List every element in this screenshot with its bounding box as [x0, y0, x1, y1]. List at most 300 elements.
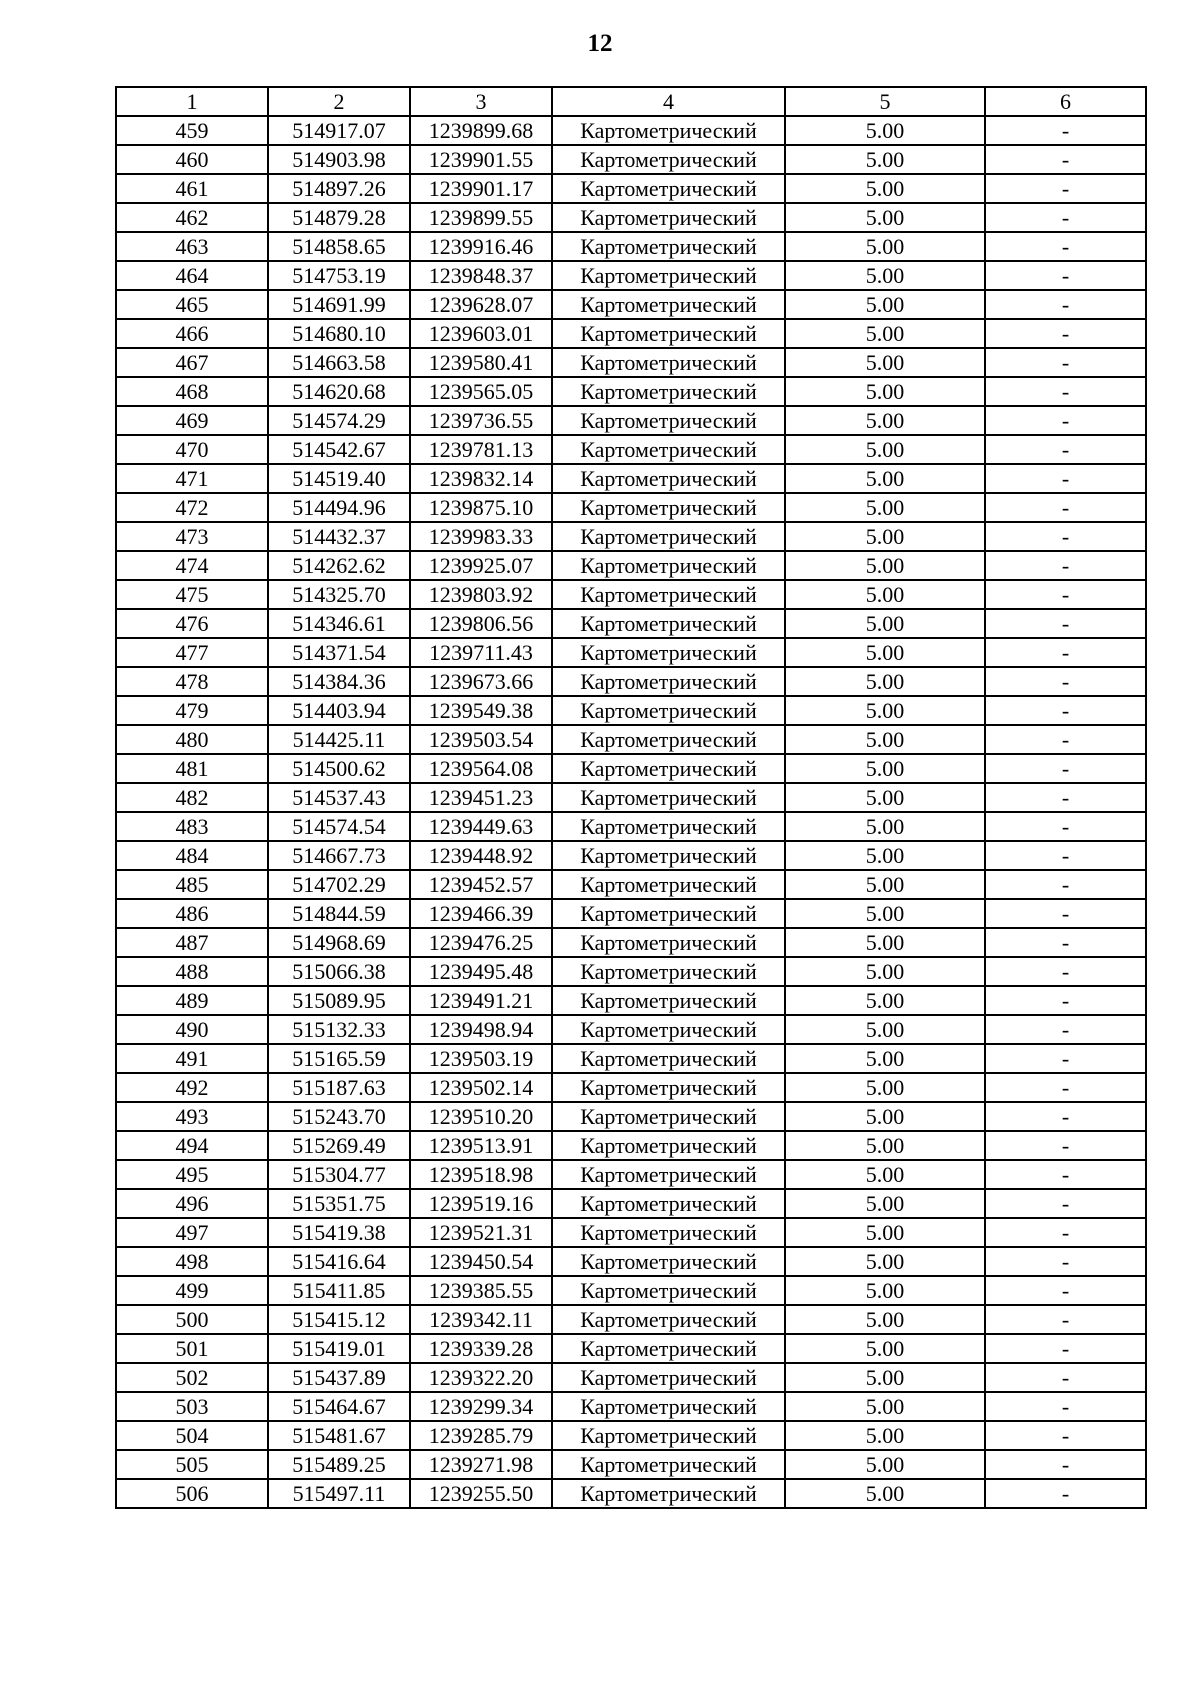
accuracy-cell: 5.00 [785, 1073, 985, 1102]
method-cell: Картометрический [552, 493, 785, 522]
accuracy-cell: 5.00 [785, 406, 985, 435]
method-cell: Картометрический [552, 174, 785, 203]
method-cell: Картометрический [552, 1247, 785, 1276]
x-coordinate-cell: 514542.67 [268, 435, 410, 464]
x-coordinate-cell: 515269.49 [268, 1131, 410, 1160]
x-coordinate-cell: 514325.70 [268, 580, 410, 609]
description-cell: - [985, 812, 1146, 841]
y-coordinate-cell: 1239342.11 [410, 1305, 552, 1334]
point-number-cell: 470 [116, 435, 268, 464]
table-row [116, 1247, 1146, 1276]
method-cell: Картометрический [552, 899, 785, 928]
method-cell: Картометрический [552, 580, 785, 609]
x-coordinate-cell: 514844.59 [268, 899, 410, 928]
accuracy-cell: 5.00 [785, 667, 985, 696]
y-coordinate-cell: 1239803.92 [410, 580, 552, 609]
point-number-cell: 460 [116, 145, 268, 174]
point-number-cell: 462 [116, 203, 268, 232]
column-header-6: 6 [985, 87, 1146, 116]
description-cell: - [985, 1392, 1146, 1421]
point-number-cell: 490 [116, 1015, 268, 1044]
method-cell: Картометрический [552, 1218, 785, 1247]
x-coordinate-cell: 514519.40 [268, 464, 410, 493]
table-row [116, 899, 1146, 928]
table-row [116, 1276, 1146, 1305]
point-number-cell: 468 [116, 377, 268, 406]
accuracy-cell: 5.00 [785, 783, 985, 812]
description-cell: - [985, 1044, 1146, 1073]
method-cell: Картометрический [552, 1131, 785, 1160]
header-row [116, 87, 1146, 116]
y-coordinate-cell: 1239498.94 [410, 1015, 552, 1044]
description-cell: - [985, 232, 1146, 261]
description-cell: - [985, 1334, 1146, 1363]
accuracy-cell: 5.00 [785, 1102, 985, 1131]
accuracy-cell: 5.00 [785, 1189, 985, 1218]
x-coordinate-cell: 515351.75 [268, 1189, 410, 1218]
x-coordinate-cell: 514663.58 [268, 348, 410, 377]
x-coordinate-cell: 514858.65 [268, 232, 410, 261]
description-cell: - [985, 667, 1146, 696]
x-coordinate-cell: 515089.95 [268, 986, 410, 1015]
point-number-cell: 461 [116, 174, 268, 203]
y-coordinate-cell: 1239513.91 [410, 1131, 552, 1160]
description-cell: - [985, 725, 1146, 754]
accuracy-cell: 5.00 [785, 725, 985, 754]
point-number-cell: 502 [116, 1363, 268, 1392]
description-cell: - [985, 841, 1146, 870]
x-coordinate-cell: 515416.64 [268, 1247, 410, 1276]
accuracy-cell: 5.00 [785, 1131, 985, 1160]
accuracy-cell: 5.00 [785, 841, 985, 870]
point-number-cell: 499 [116, 1276, 268, 1305]
description-cell: - [985, 145, 1146, 174]
point-number-cell: 472 [116, 493, 268, 522]
description-cell: - [985, 1073, 1146, 1102]
table-row [116, 1160, 1146, 1189]
method-cell: Картометрический [552, 1015, 785, 1044]
method-cell: Картометрический [552, 1421, 785, 1450]
y-coordinate-cell: 1239495.48 [410, 957, 552, 986]
table-row [116, 232, 1146, 261]
method-cell: Картометрический [552, 812, 785, 841]
method-cell: Картометрический [552, 406, 785, 435]
x-coordinate-cell: 515437.89 [268, 1363, 410, 1392]
description-cell: - [985, 899, 1146, 928]
accuracy-cell: 5.00 [785, 1363, 985, 1392]
accuracy-cell: 5.00 [785, 812, 985, 841]
table-row [116, 986, 1146, 1015]
point-number-cell: 466 [116, 319, 268, 348]
description-cell: - [985, 116, 1146, 145]
accuracy-cell: 5.00 [785, 1305, 985, 1334]
point-number-cell: 498 [116, 1247, 268, 1276]
point-number-cell: 473 [116, 522, 268, 551]
method-cell: Картометрический [552, 1305, 785, 1334]
accuracy-cell: 5.00 [785, 638, 985, 667]
point-number-cell: 479 [116, 696, 268, 725]
point-number-cell: 475 [116, 580, 268, 609]
accuracy-cell: 5.00 [785, 696, 985, 725]
y-coordinate-cell: 1239476.25 [410, 928, 552, 957]
description-cell: - [985, 348, 1146, 377]
table-row [116, 1450, 1146, 1479]
x-coordinate-cell: 515419.38 [268, 1218, 410, 1247]
description-cell: - [985, 609, 1146, 638]
point-number-cell: 500 [116, 1305, 268, 1334]
x-coordinate-cell: 514680.10 [268, 319, 410, 348]
table-row [116, 290, 1146, 319]
y-coordinate-cell: 1239521.31 [410, 1218, 552, 1247]
x-coordinate-cell: 514346.61 [268, 609, 410, 638]
accuracy-cell: 5.00 [785, 290, 985, 319]
description-cell: - [985, 1479, 1146, 1508]
table-row [116, 580, 1146, 609]
table-row [116, 377, 1146, 406]
table-row [116, 1218, 1146, 1247]
description-cell: - [985, 174, 1146, 203]
y-coordinate-cell: 1239466.39 [410, 899, 552, 928]
description-cell: - [985, 1160, 1146, 1189]
point-number-cell: 459 [116, 116, 268, 145]
table-row [116, 406, 1146, 435]
accuracy-cell: 5.00 [785, 1247, 985, 1276]
method-cell: Картометрический [552, 348, 785, 377]
method-cell: Картометрический [552, 1189, 785, 1218]
table-row [116, 1131, 1146, 1160]
point-number-cell: 485 [116, 870, 268, 899]
y-coordinate-cell: 1239299.34 [410, 1392, 552, 1421]
method-cell: Картометрический [552, 1073, 785, 1102]
accuracy-cell: 5.00 [785, 1334, 985, 1363]
x-coordinate-cell: 514403.94 [268, 696, 410, 725]
method-cell: Картометрический [552, 1479, 785, 1508]
method-cell: Картометрический [552, 986, 785, 1015]
method-cell: Картометрический [552, 870, 785, 899]
description-cell: - [985, 986, 1146, 1015]
x-coordinate-cell: 514494.96 [268, 493, 410, 522]
column-header-1: 1 [116, 87, 268, 116]
y-coordinate-cell: 1239510.20 [410, 1102, 552, 1131]
point-number-cell: 463 [116, 232, 268, 261]
method-cell: Картометрический [552, 1450, 785, 1479]
y-coordinate-cell: 1239385.55 [410, 1276, 552, 1305]
point-number-cell: 465 [116, 290, 268, 319]
x-coordinate-cell: 514667.73 [268, 841, 410, 870]
method-cell: Картометрический [552, 232, 785, 261]
y-coordinate-cell: 1239848.37 [410, 261, 552, 290]
accuracy-cell: 5.00 [785, 203, 985, 232]
x-coordinate-cell: 514620.68 [268, 377, 410, 406]
description-cell: - [985, 1189, 1146, 1218]
method-cell: Картометрический [552, 1363, 785, 1392]
x-coordinate-cell: 515187.63 [268, 1073, 410, 1102]
point-number-cell: 469 [116, 406, 268, 435]
method-cell: Картометрический [552, 377, 785, 406]
accuracy-cell: 5.00 [785, 580, 985, 609]
table-row [116, 783, 1146, 812]
y-coordinate-cell: 1239503.54 [410, 725, 552, 754]
x-coordinate-cell: 515411.85 [268, 1276, 410, 1305]
method-cell: Картометрический [552, 667, 785, 696]
x-coordinate-cell: 514425.11 [268, 725, 410, 754]
y-coordinate-cell: 1239901.55 [410, 145, 552, 174]
description-cell: - [985, 435, 1146, 464]
y-coordinate-cell: 1239781.13 [410, 435, 552, 464]
x-coordinate-cell: 515464.67 [268, 1392, 410, 1421]
column-header-3: 3 [410, 87, 552, 116]
point-number-cell: 464 [116, 261, 268, 290]
accuracy-cell: 5.00 [785, 174, 985, 203]
description-cell: - [985, 1015, 1146, 1044]
y-coordinate-cell: 1239549.38 [410, 696, 552, 725]
table-row [116, 203, 1146, 232]
point-number-cell: 478 [116, 667, 268, 696]
description-cell: - [985, 957, 1146, 986]
description-cell: - [985, 522, 1146, 551]
x-coordinate-cell: 515481.67 [268, 1421, 410, 1450]
y-coordinate-cell: 1239255.50 [410, 1479, 552, 1508]
accuracy-cell: 5.00 [785, 493, 985, 522]
coordinates-table [115, 86, 1147, 1509]
x-coordinate-cell: 514262.62 [268, 551, 410, 580]
description-cell: - [985, 1450, 1146, 1479]
table-row [116, 174, 1146, 203]
accuracy-cell: 5.00 [785, 609, 985, 638]
y-coordinate-cell: 1239832.14 [410, 464, 552, 493]
point-number-cell: 493 [116, 1102, 268, 1131]
description-cell: - [985, 580, 1146, 609]
method-cell: Картометрический [552, 319, 785, 348]
method-cell: Картометрический [552, 928, 785, 957]
table-row [116, 145, 1146, 174]
x-coordinate-cell: 514371.54 [268, 638, 410, 667]
point-number-cell: 486 [116, 899, 268, 928]
method-cell: Картометрический [552, 1160, 785, 1189]
table-row [116, 754, 1146, 783]
point-number-cell: 489 [116, 986, 268, 1015]
accuracy-cell: 5.00 [785, 1044, 985, 1073]
point-number-cell: 494 [116, 1131, 268, 1160]
description-cell: - [985, 203, 1146, 232]
point-number-cell: 497 [116, 1218, 268, 1247]
method-cell: Картометрический [552, 116, 785, 145]
description-cell: - [985, 290, 1146, 319]
table-row [116, 812, 1146, 841]
point-number-cell: 482 [116, 783, 268, 812]
description-cell: - [985, 696, 1146, 725]
y-coordinate-cell: 1239565.05 [410, 377, 552, 406]
table-row [116, 638, 1146, 667]
point-number-cell: 496 [116, 1189, 268, 1218]
y-coordinate-cell: 1239503.19 [410, 1044, 552, 1073]
method-cell: Картометрический [552, 1044, 785, 1073]
method-cell: Картометрический [552, 435, 785, 464]
x-coordinate-cell: 514903.98 [268, 145, 410, 174]
table-body [116, 116, 1146, 1508]
method-cell: Картометрический [552, 203, 785, 232]
y-coordinate-cell: 1239925.07 [410, 551, 552, 580]
table-row [116, 261, 1146, 290]
accuracy-cell: 5.00 [785, 899, 985, 928]
x-coordinate-cell: 514702.29 [268, 870, 410, 899]
table-row [116, 464, 1146, 493]
point-number-cell: 503 [116, 1392, 268, 1421]
point-number-cell: 505 [116, 1450, 268, 1479]
point-number-cell: 501 [116, 1334, 268, 1363]
point-number-cell: 487 [116, 928, 268, 957]
y-coordinate-cell: 1239448.92 [410, 841, 552, 870]
table-row [116, 841, 1146, 870]
y-coordinate-cell: 1239285.79 [410, 1421, 552, 1450]
x-coordinate-cell: 515419.01 [268, 1334, 410, 1363]
column-header-4: 4 [552, 87, 785, 116]
table-row [116, 928, 1146, 957]
description-cell: - [985, 754, 1146, 783]
x-coordinate-cell: 514537.43 [268, 783, 410, 812]
point-number-cell: 476 [116, 609, 268, 638]
x-coordinate-cell: 514432.37 [268, 522, 410, 551]
point-number-cell: 477 [116, 638, 268, 667]
table-row [116, 1102, 1146, 1131]
accuracy-cell: 5.00 [785, 870, 985, 899]
point-number-cell: 495 [116, 1160, 268, 1189]
y-coordinate-cell: 1239806.56 [410, 609, 552, 638]
accuracy-cell: 5.00 [785, 1450, 985, 1479]
y-coordinate-cell: 1239451.23 [410, 783, 552, 812]
method-cell: Картометрический [552, 1392, 785, 1421]
accuracy-cell: 5.00 [785, 1276, 985, 1305]
table-row [116, 493, 1146, 522]
description-cell: - [985, 1102, 1146, 1131]
x-coordinate-cell: 514384.36 [268, 667, 410, 696]
x-coordinate-cell: 514879.28 [268, 203, 410, 232]
method-cell: Картометрический [552, 696, 785, 725]
accuracy-cell: 5.00 [785, 1015, 985, 1044]
table-row [116, 696, 1146, 725]
x-coordinate-cell: 514968.69 [268, 928, 410, 957]
description-cell: - [985, 1421, 1146, 1450]
y-coordinate-cell: 1239899.55 [410, 203, 552, 232]
x-coordinate-cell: 514753.19 [268, 261, 410, 290]
point-number-cell: 471 [116, 464, 268, 493]
accuracy-cell: 5.00 [785, 348, 985, 377]
y-coordinate-cell: 1239899.68 [410, 116, 552, 145]
point-number-cell: 491 [116, 1044, 268, 1073]
accuracy-cell: 5.00 [785, 435, 985, 464]
y-coordinate-cell: 1239519.16 [410, 1189, 552, 1218]
y-coordinate-cell: 1239875.10 [410, 493, 552, 522]
table-row [116, 667, 1146, 696]
method-cell: Картометрический [552, 145, 785, 174]
column-header-2: 2 [268, 87, 410, 116]
method-cell: Картометрический [552, 957, 785, 986]
table-row [116, 522, 1146, 551]
table-row [116, 1392, 1146, 1421]
y-coordinate-cell: 1239491.21 [410, 986, 552, 1015]
description-cell: - [985, 551, 1146, 580]
description-cell: - [985, 464, 1146, 493]
description-cell: - [985, 1247, 1146, 1276]
table-row [116, 1073, 1146, 1102]
table-row [116, 435, 1146, 464]
point-number-cell: 488 [116, 957, 268, 986]
y-coordinate-cell: 1239339.28 [410, 1334, 552, 1363]
method-cell: Картометрический [552, 1102, 785, 1131]
y-coordinate-cell: 1239564.08 [410, 754, 552, 783]
y-coordinate-cell: 1239603.01 [410, 319, 552, 348]
table-row [116, 609, 1146, 638]
x-coordinate-cell: 514897.26 [268, 174, 410, 203]
description-cell: - [985, 1363, 1146, 1392]
accuracy-cell: 5.00 [785, 986, 985, 1015]
y-coordinate-cell: 1239502.14 [410, 1073, 552, 1102]
method-cell: Картометрический [552, 464, 785, 493]
x-coordinate-cell: 515243.70 [268, 1102, 410, 1131]
accuracy-cell: 5.00 [785, 464, 985, 493]
accuracy-cell: 5.00 [785, 522, 985, 551]
accuracy-cell: 5.00 [785, 1392, 985, 1421]
x-coordinate-cell: 514500.62 [268, 754, 410, 783]
point-number-cell: 474 [116, 551, 268, 580]
x-coordinate-cell: 515415.12 [268, 1305, 410, 1334]
x-coordinate-cell: 514917.07 [268, 116, 410, 145]
x-coordinate-cell: 514691.99 [268, 290, 410, 319]
table-row [116, 957, 1146, 986]
description-cell: - [985, 377, 1146, 406]
point-number-cell: 484 [116, 841, 268, 870]
x-coordinate-cell: 514574.54 [268, 812, 410, 841]
point-number-cell: 504 [116, 1421, 268, 1450]
y-coordinate-cell: 1239736.55 [410, 406, 552, 435]
x-coordinate-cell: 514574.29 [268, 406, 410, 435]
point-number-cell: 467 [116, 348, 268, 377]
description-cell: - [985, 1131, 1146, 1160]
accuracy-cell: 5.00 [785, 145, 985, 174]
point-number-cell: 481 [116, 754, 268, 783]
method-cell: Картометрический [552, 522, 785, 551]
y-coordinate-cell: 1239450.54 [410, 1247, 552, 1276]
y-coordinate-cell: 1239452.57 [410, 870, 552, 899]
method-cell: Картометрический [552, 290, 785, 319]
y-coordinate-cell: 1239449.63 [410, 812, 552, 841]
y-coordinate-cell: 1239271.98 [410, 1450, 552, 1479]
table-row [116, 725, 1146, 754]
method-cell: Картометрический [552, 1276, 785, 1305]
table-row [116, 1363, 1146, 1392]
table-row [116, 319, 1146, 348]
description-cell: - [985, 638, 1146, 667]
method-cell: Картометрический [552, 841, 785, 870]
table-header [116, 87, 1146, 116]
description-cell: - [985, 928, 1146, 957]
accuracy-cell: 5.00 [785, 1160, 985, 1189]
table-row [116, 1044, 1146, 1073]
table-row [116, 1189, 1146, 1218]
description-cell: - [985, 1305, 1146, 1334]
accuracy-cell: 5.00 [785, 1421, 985, 1450]
method-cell: Картометрический [552, 783, 785, 812]
accuracy-cell: 5.00 [785, 116, 985, 145]
table-row [116, 551, 1146, 580]
accuracy-cell: 5.00 [785, 754, 985, 783]
description-cell: - [985, 261, 1146, 290]
y-coordinate-cell: 1239711.43 [410, 638, 552, 667]
y-coordinate-cell: 1239580.41 [410, 348, 552, 377]
point-number-cell: 480 [116, 725, 268, 754]
table-row [116, 1479, 1146, 1508]
table-row [116, 1015, 1146, 1044]
